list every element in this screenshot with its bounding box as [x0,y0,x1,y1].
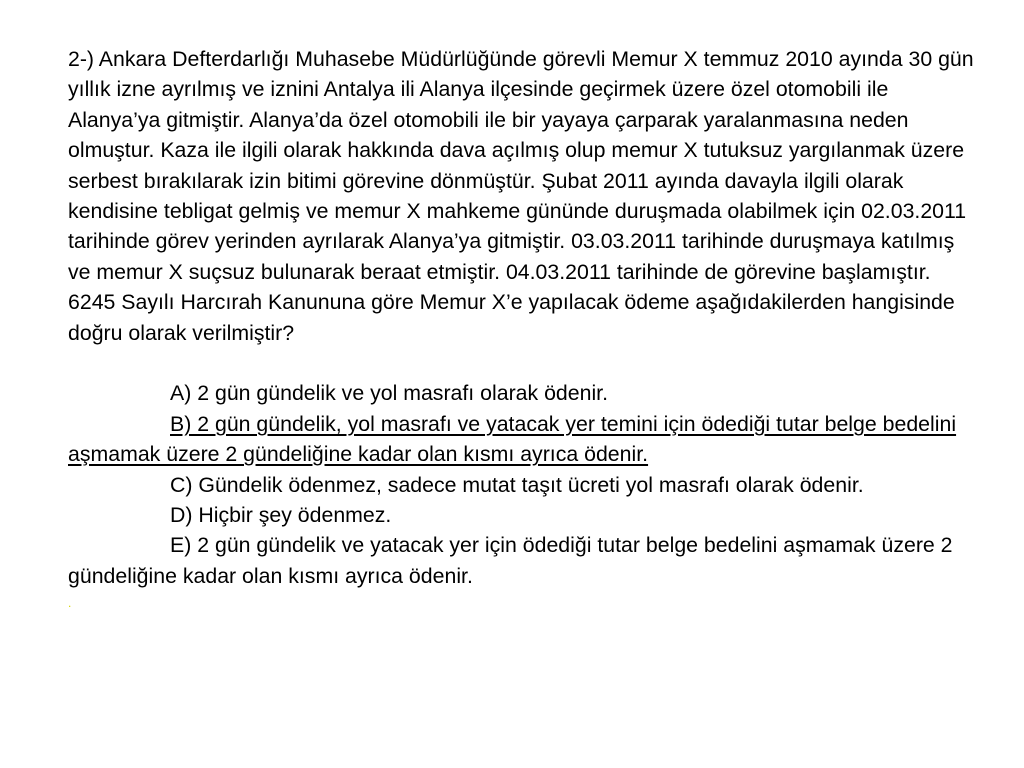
option-b-underlined: B) 2 gün gündelik, yol masrafı ve yatacak yer temini için ödediği tutar belge bedelini aşmamak üzere 2 gündeliğine kadar olan kısmı ayrıca ödenir. [68,411,957,467]
question-text: 2-) Ankara Defterdarlığı Muhasebe Müdürlüğünde görevli Memur X temmuz 2010 ayında 30 gün yıllık izne ayrılmış ve iznini Antalya ili Alanya ilçesinde geçirmek üzere özel otomobili ile Alanya’ya gitmiştir. Alanya’da özel otomobili ile bir yayaya çarparak yaralanmasına neden olmuştur. Kaza ile ilgili olarak hakkında dava açılmış olup memur X tutuksuz yargılanmak üzere serbest bırakılarak izin bitimi görevine dönmüştür. Şubat 2011 ayında davayla ilgili olarak kendisine tebligat gelmiş ve memur X mahkeme gününde duruşmada olabilmek için 02.03.2011 tarihinde görev yerinden ayrılarak Alanya’ya gitmiştir. 03.03.2011 tarihinde duruşmaya katılmış ve memur X suçsuz bulunarak beraat etmiştir. 04.03.2011 tarihinde de görevine başlamıştır. 6245 Sayılı Harcırah Kanununa göre Memur X’e yapılacak ödeme aşağıdakilerden hangisinde doğru olarak verilmiştir? [68,47,974,345]
option-e: E) 2 gün gündelik ve yatacak yer için ödediği tutar belge bedelini aşmamak üzere 2 gündeliğine kadar olan kısmı ayrıca ödenir. [68,533,953,588]
option-c: C) Gündelik ödenmez, sadece mutat taşıt ücreti yol masrafı olarak ödenir. [170,472,864,497]
spacer [68,348,978,378]
bullet-marker: . [68,596,72,611]
option-d: D) Hiçbir şey ödenmez. [170,503,392,528]
option-a: A) 2 gün gündelik ve yol masrafı olarak ödenir. [170,381,609,406]
slide-content [68,44,978,615]
